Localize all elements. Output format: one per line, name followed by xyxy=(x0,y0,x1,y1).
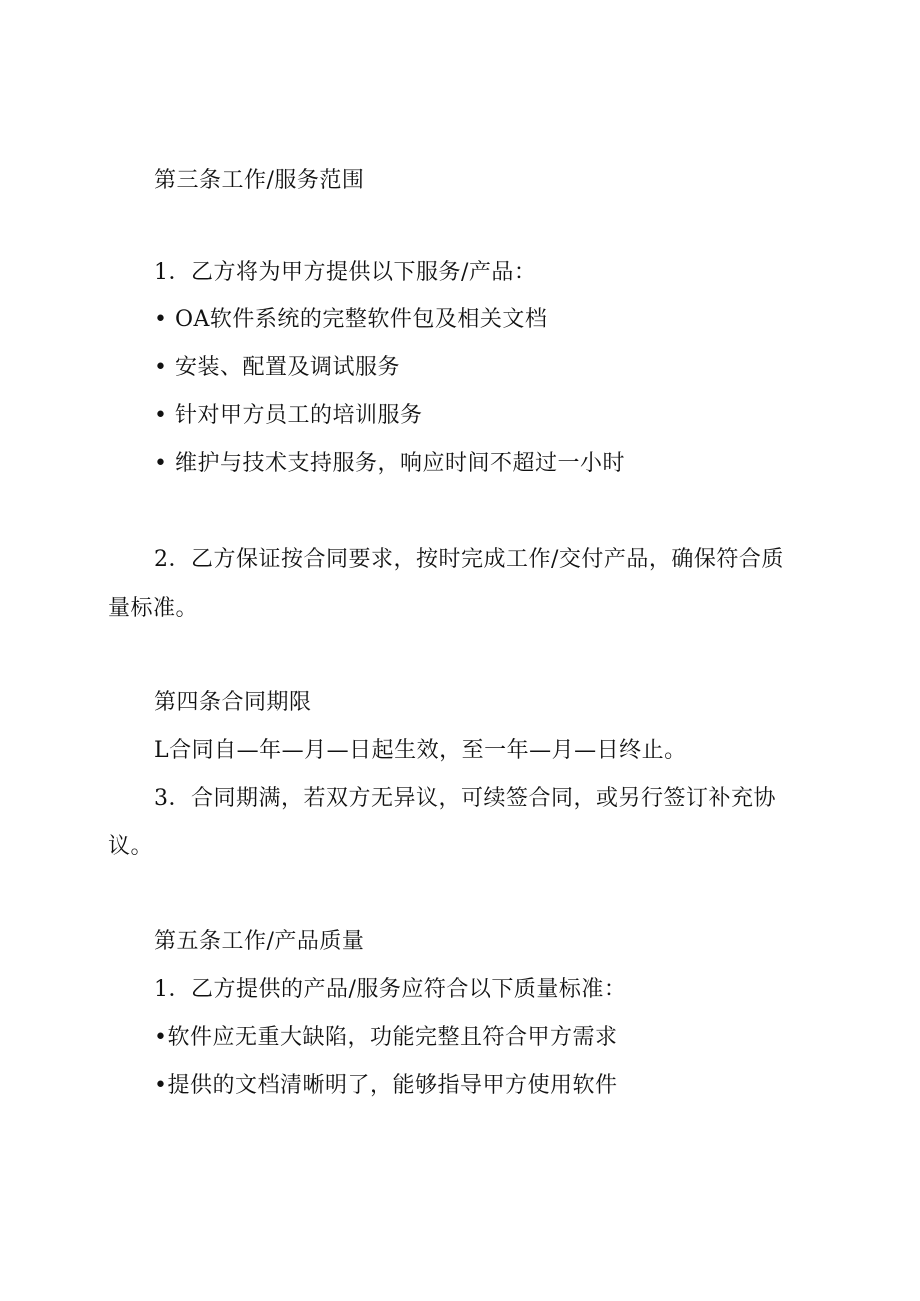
section4-item1: L合同自—年—月—日起生效，至一年—月—日终止。 xyxy=(154,738,687,763)
section3-bullet-3: • 针对甲方员工的培训服务 xyxy=(154,403,423,428)
section4-item3-line1: 3．合同期满，若双方无异议，可续签合同，或另行签订补充协 xyxy=(154,786,776,811)
section3-bullet-1: • OA软件系统的完整软件包及相关文档 xyxy=(154,307,548,332)
section5-bullet-1: •软件应无重大缺陷，功能完整且符合甲方需求 xyxy=(154,1025,618,1050)
section3-title: 第三条工作/服务范围 xyxy=(154,168,365,193)
section5-bullet-2: •提供的文档清晰明了，能够指导甲方使用软件 xyxy=(154,1073,618,1098)
section3-bullet-4: • 维护与技术支持服务，响应时间不超过一小时 xyxy=(154,451,625,476)
section4-title: 第四条合同期限 xyxy=(154,690,312,715)
section3-item2-line1: 2．乙方保证按合同要求，按时完成工作/交付产品，确保符合质 xyxy=(154,547,784,572)
section5-item1: 1．乙方提供的产品/服务应符合以下质量标准： xyxy=(154,977,627,1002)
section3-bullet-2: • 安装、配置及调试服务 xyxy=(154,355,400,380)
section3-item1: 1．乙方将为甲方提供以下服务/产品： xyxy=(154,260,537,285)
section4-item3-line2: 议。 xyxy=(108,834,154,859)
section5-title: 第五条工作/产品质量 xyxy=(154,929,365,954)
section3-item2-line2: 量标准。 xyxy=(108,596,199,621)
